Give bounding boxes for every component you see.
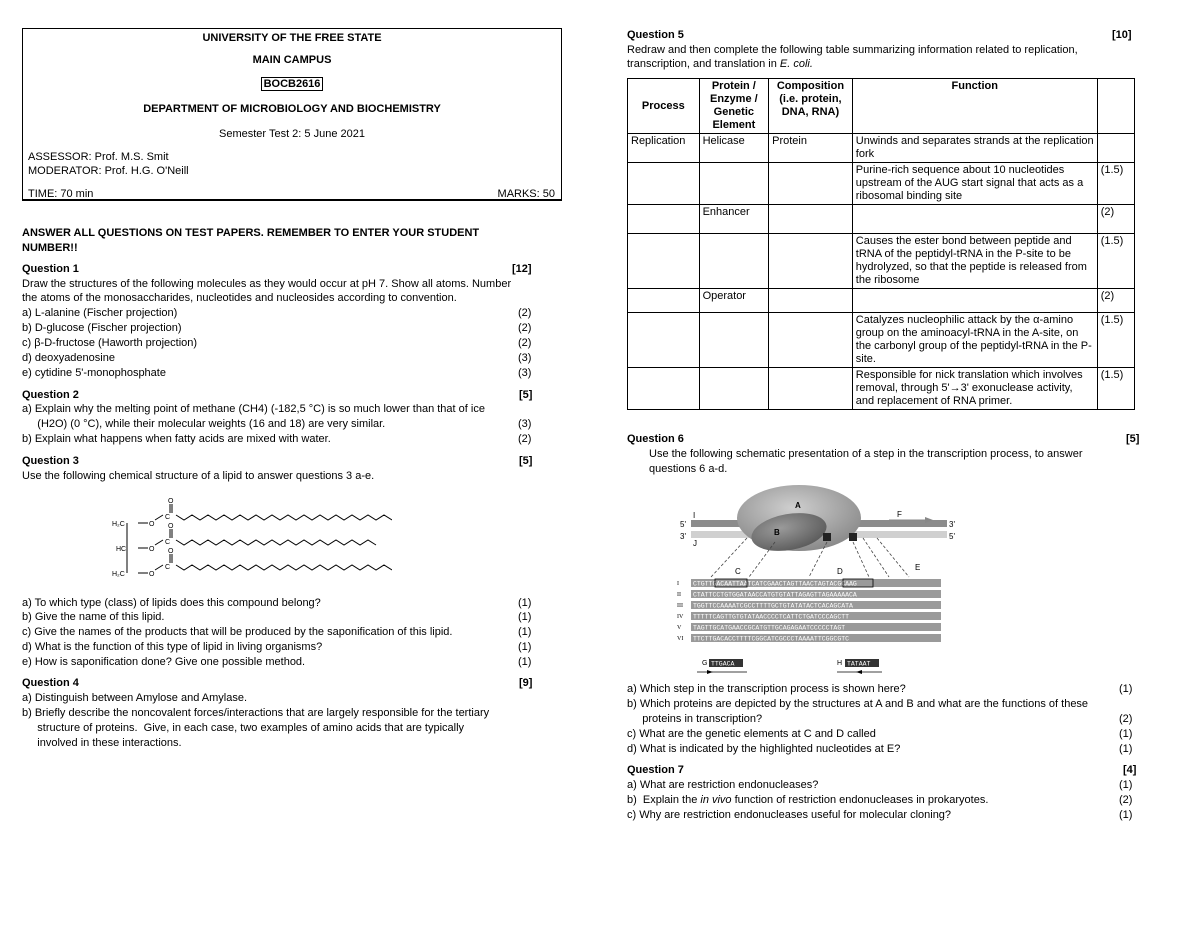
struct-o-2: O — [149, 546, 155, 553]
label-j: J — [693, 539, 697, 548]
moderator: MODERATOR: Prof. H.G. O'Neill — [28, 165, 189, 177]
q6-item-a: a) Which step in the transcription process is shown here? — [627, 683, 906, 695]
q6-item-d-mark: (1) — [1119, 743, 1133, 755]
struct-carbonyl-o-3: O — [168, 548, 174, 555]
q3-item-b-mark: (1) — [518, 611, 532, 623]
label-3prime-left: 3' — [680, 532, 686, 541]
label-h: H — [837, 660, 843, 667]
cell-element — [699, 234, 769, 289]
label-5prime-top: 5' — [680, 520, 686, 529]
q1-item-a: a) L-alanine (Fischer projection) — [22, 307, 178, 319]
cell-composition: Protein — [769, 134, 853, 163]
cell-mark: (2) — [1097, 205, 1134, 234]
svg-text:VI: VI — [677, 636, 684, 642]
g-box-seq: TTGACA — [711, 660, 735, 668]
cell-process — [628, 163, 700, 205]
q5-intro-2: transcription, and translation in E. coli. — [627, 58, 813, 70]
label-i: I — [693, 511, 696, 520]
q1-item-d-mark: (3) — [518, 352, 532, 364]
svg-text:TGGTTCCAAAATCGCCTTTTGCTGTATATA: TGGTTCCAAAATCGCCTTTTGCTGTATATACTCACAGCATA — [693, 602, 853, 610]
lipid-structure — [102, 495, 392, 585]
q1-item-a-mark: (2) — [518, 307, 532, 319]
cell-composition — [769, 234, 853, 289]
q7-title: Question 7 — [627, 764, 684, 776]
q2-marks: [5] — [519, 389, 533, 401]
q2-a-mark: (3) — [518, 418, 532, 430]
cell-element — [699, 313, 769, 368]
cell-function: Unwinds and separates strands at the replication fork — [852, 134, 1097, 163]
q5-header-element: Protein / Enzyme / Genetic Element — [699, 79, 769, 134]
q3-item-d-mark: (1) — [518, 641, 532, 653]
q6-intro-1: Use the following schematic presentation of a step in the transcription process, to answer — [649, 448, 1083, 460]
q5-marks: [10] — [1112, 29, 1132, 41]
cell-element — [699, 368, 769, 410]
cell-mark: (1.5) — [1097, 234, 1134, 289]
q5-header-composition: Composition (i.e. protein, DNA, RNA) — [769, 79, 853, 134]
q6-item-c-mark: (1) — [1119, 728, 1133, 740]
cell-mark — [1097, 134, 1134, 163]
test-date: Semester Test 2: 5 June 2021 — [219, 128, 365, 140]
struct-o-3: O — [149, 571, 155, 578]
label-b: B — [774, 528, 780, 537]
h-box-seq: TATAAT — [847, 660, 871, 668]
label-5prime-right: 5' — [949, 532, 955, 541]
cell-process — [628, 368, 700, 410]
label-3prime-right: 3' — [949, 520, 955, 529]
q3-item-e: e) How is saponification done? Give one possible method. — [22, 656, 306, 668]
label-e: E — [915, 563, 921, 572]
q6-item-c: c) What are the genetic elements at C and D called — [627, 728, 876, 740]
svg-text:I: I — [677, 581, 679, 587]
q1-item-e-mark: (3) — [518, 367, 532, 379]
seq-row-3 — [677, 601, 941, 610]
svg-text:CTATTCCTGTGGATAACCATGTGTATTAGA: CTATTCCTGTGGATAACCATGTGTATTAGAGTTAGAAAAACA — [693, 591, 857, 599]
svg-text:II: II — [677, 592, 681, 598]
table-row — [628, 234, 1135, 289]
cell-function — [852, 289, 1097, 313]
cell-function — [852, 205, 1097, 234]
q1-item-e: e) cytidine 5'-monophosphate — [22, 367, 166, 379]
q7-a-mark: (1) — [1119, 779, 1133, 791]
q6-item-b-mark: (2) — [1119, 713, 1133, 725]
cell-composition — [769, 313, 853, 368]
q1-item-d: d) deoxyadenosine — [22, 352, 115, 364]
q5-header-process: Process — [628, 79, 700, 134]
seq-row-4 — [677, 612, 941, 621]
q3-item-c: c) Give the names of the products that will be produced by the saponification of this lipid. — [22, 626, 453, 638]
svg-text:TTTTTCAGTTGTGTATAACCCCTCATTCTG: TTTTTCAGTTGTGTATAACCCCTCATTCTGATCCCAGCTT — [693, 613, 850, 621]
svg-text:TAGTTGCATGAACCGCATGTTGCAGAGAAT: TAGTTGCATGAACCGCATGTTGCAGAGAATCCCCCTAGT — [693, 624, 846, 632]
q3-item-d: d) What is the function of this type of lipid in living organisms? — [22, 641, 323, 653]
q1-item-b: b) D-glucose (Fischer projection) — [22, 322, 182, 334]
cell-function: Purine-rich sequence about 10 nucleotides upstream of the AUG start signal that acts as a ribosomal binding site — [852, 163, 1097, 205]
time-limit: TIME: 70 min — [28, 188, 94, 200]
q6-marks: [5] — [1126, 433, 1140, 445]
cell-composition — [769, 289, 853, 313]
q7-b-mark: (2) — [1119, 794, 1133, 806]
header-box — [22, 28, 562, 201]
total-marks: MARKS: 50 — [497, 188, 555, 200]
q5-title: Question 5 — [627, 29, 684, 41]
label-g: G — [702, 660, 708, 667]
q3-title: Question 3 — [22, 455, 79, 467]
q6-title: Question 6 — [627, 433, 684, 445]
q5-header-function: Function — [852, 79, 1097, 134]
cell-composition — [769, 205, 853, 234]
q6-item-d: d) What is indicated by the highlighted nucleotides at E? — [627, 743, 901, 755]
label-a: A — [795, 501, 801, 510]
cell-process — [628, 205, 700, 234]
cell-mark: (1.5) — [1097, 163, 1134, 205]
struct-hc: HC — [116, 546, 127, 553]
q7-c: c) Why are restriction endonucleases useful for molecular cloning? — [627, 809, 952, 821]
instructions-line-2: NUMBER!! — [22, 242, 78, 254]
q4-b-3: involved in these interactions. — [22, 737, 182, 749]
q4-b-1: b) Briefly describe the noncovalent forces/interactions that are largely responsible for the tertiary — [22, 707, 490, 719]
q4-a: a) Distinguish between Amylose and Amylase. — [22, 692, 248, 704]
cell-mark: (1.5) — [1097, 313, 1134, 368]
q4-title: Question 4 — [22, 677, 79, 689]
svg-text:V: V — [677, 625, 682, 631]
svg-text:IV: IV — [677, 614, 684, 620]
table-row — [628, 134, 1135, 163]
university-name: UNIVERSITY OF THE FREE STATE — [202, 32, 382, 44]
seq-row-1 — [677, 579, 941, 588]
q3-item-a: a) To which type (class) of lipids does this compound belong? — [22, 597, 321, 609]
label-d: D — [837, 567, 843, 576]
cell-element: Operator — [699, 289, 769, 313]
q5-header-marks — [1097, 79, 1134, 134]
struct-h2c-bottom: H₂C — [112, 571, 125, 578]
q1-marks: [12] — [512, 263, 532, 275]
cell-process — [628, 313, 700, 368]
q4-b-2: structure of proteins. Give, in each case, two examples of amino acids that are typically — [22, 722, 465, 734]
table-row — [628, 163, 1135, 205]
q2-b: b) Explain what happens when fatty acids are mixed with water. — [22, 433, 331, 445]
cell-element: Enhancer — [699, 205, 769, 234]
seq-row-5 — [677, 623, 941, 632]
label-f: F — [897, 510, 902, 519]
q5-header-row — [628, 79, 1135, 134]
q6-item-b-2: proteins in transcription? — [627, 713, 763, 725]
q2-a-1: a) Explain why the melting point of methane (CH4) (-182,5 °C) is so much lower than that of ice — [22, 403, 485, 415]
q3-item-a-mark: (1) — [518, 597, 532, 609]
q5-table — [627, 78, 1135, 410]
q6-intro-2: questions 6 a-d. — [649, 463, 728, 475]
q6-item-a-mark: (1) — [1119, 683, 1133, 695]
q7-b: b) Explain the in vivo function of restriction endonucleases in prokaryotes. — [627, 794, 989, 806]
department-name: DEPARTMENT OF MICROBIOLOGY AND BIOCHEMISTRY — [143, 103, 441, 115]
q2-a-2: (H2O) (0 °C), while their molecular weights (16 and 18) are very similar. — [22, 418, 386, 430]
cell-mark: (1.5) — [1097, 368, 1134, 410]
campus-name: MAIN CAMPUS — [252, 54, 332, 66]
q2-b-mark: (2) — [518, 433, 532, 445]
q3-item-c-mark: (1) — [518, 626, 532, 638]
table-row — [628, 368, 1135, 410]
q5-intro-1: Redraw and then complete the following table summarizing information related to replication, — [627, 44, 1078, 56]
struct-c-1: C — [165, 514, 171, 521]
q1-item-b-mark: (2) — [518, 322, 532, 334]
struct-c-3: C — [165, 564, 171, 571]
table-row — [628, 289, 1135, 313]
svg-text:TTCTTGACACCTTTTCGGCATCGCCCTAAA: TTCTTGACACCTTTTCGGCATCGCCCTAAAATTCGGCGTC — [693, 635, 850, 643]
q3-intro: Use the following chemical structure of a lipid to answer questions 3 a-e. — [22, 470, 375, 482]
cell-element: Helicase — [699, 134, 769, 163]
q1-intro-2: the atoms of the monosaccharides, nucleotides and nucleosides according to convention. — [22, 292, 457, 304]
cell-composition — [769, 163, 853, 205]
q6-item-b-1: b) Which proteins are depicted by the structures at A and B and what are the functions of these — [627, 698, 1089, 710]
seq-row-6 — [677, 634, 941, 643]
svg-text:III: III — [677, 603, 683, 609]
cell-function: Responsible for nick translation which involves removal, through 5'→3' exonuclease activity, and replacement of RNA primer. — [852, 368, 1097, 410]
q2-title: Question 2 — [22, 389, 79, 401]
cell-element — [699, 163, 769, 205]
seq-row-2 — [677, 590, 941, 599]
q3-item-e-mark: (1) — [518, 656, 532, 668]
struct-c-2: C — [165, 539, 171, 546]
svg-text:CTGTTGACAATTAATCATCGAACTAGTTAA: CTGTTGACAATTAATCATCGAACTAGTTAACTAGTACGCAAG — [693, 580, 857, 588]
q7-marks: [4] — [1123, 764, 1137, 776]
q7-c-mark: (1) — [1119, 809, 1133, 821]
cell-function: Causes the ester bond between peptide and tRNA of the peptidyl-tRNA in the P-site to be hydrolyzed, so that the peptide is released from the ribosome — [852, 234, 1097, 289]
course-code: BOCB2616 — [261, 77, 324, 91]
transcription-schematic — [677, 480, 967, 676]
q7-a: a) What are restriction endonucleases? — [627, 779, 819, 791]
q3-item-b: b) Give the name of this lipid. — [22, 611, 165, 623]
q1-intro-1: Draw the structures of the following molecules as they would occur at pH 7. Show all atoms. Number — [22, 278, 512, 290]
q1-title: Question 1 — [22, 263, 79, 275]
instructions-line-1: ANSWER ALL QUESTIONS ON TEST PAPERS. REMEMBER TO ENTER YOUR STUDENT — [22, 227, 480, 239]
label-c: C — [735, 567, 741, 576]
cell-composition — [769, 368, 853, 410]
struct-o-1: O — [149, 521, 155, 528]
cell-mark: (2) — [1097, 289, 1134, 313]
assessor: ASSESSOR: Prof. M.S. Smit — [28, 151, 169, 163]
struct-carbonyl-o-2: O — [168, 523, 174, 530]
q3-marks: [5] — [519, 455, 533, 467]
struct-carbonyl-o-1: O — [168, 498, 174, 505]
cell-function: Catalyzes nucleophilic attack by the α-amino group on the aminoacyl-tRNA in the A-site, on the carbonyl group of the peptidyl-tRNA in the P-site. — [852, 313, 1097, 368]
q4-marks: [9] — [519, 677, 533, 689]
q1-item-c: c) β-D-fructose (Haworth projection) — [22, 337, 198, 349]
cell-process: Replication — [628, 134, 700, 163]
q1-item-c-mark: (2) — [518, 337, 532, 349]
table-row — [628, 313, 1135, 368]
struct-h2c-top: H₂C — [112, 521, 125, 528]
cell-process — [628, 289, 700, 313]
table-row — [628, 205, 1135, 234]
cell-process — [628, 234, 700, 289]
